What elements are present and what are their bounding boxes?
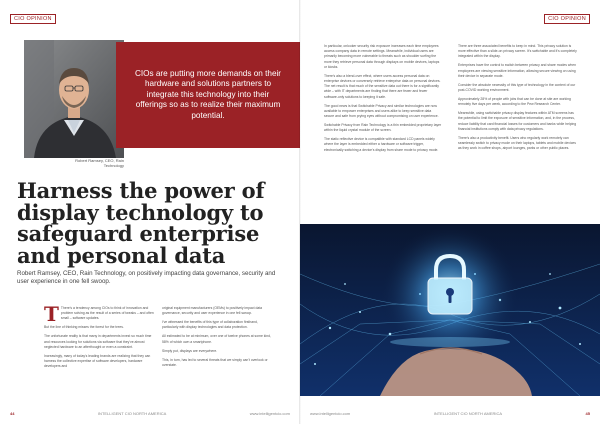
publication-name: INTELLIGENT CIO NORTH AMERICA (433, 411, 503, 416)
paragraph: There's also a blend-over effect, where users access personal data on enterprise devices or conversely retrieve enterprise data on personal devices. The net result is that much of the sensitive data out there is for a significantly wide – with IT departments are finding that there are fewer and fewer software-only solutions to keeping it safe. (324, 73, 441, 99)
paragraph: Increasingly, many of today's leading brands are realizing that they can harness the collective expertise of software developers, hardware developers and (44, 353, 151, 369)
pull-quote: CIOs are putting more demands on their hardware and solutions partners to integrate this technology into their offerings so as to realize their maximum potential. (116, 42, 300, 148)
photo-caption: Robert Ramsey, CEO, Rain Technology (75, 158, 124, 168)
author-photo (24, 40, 124, 158)
left-footer (10, 411, 290, 416)
paragraph: This, in turn, has led to several threats that we simply can't overlook or overstate. (162, 357, 268, 367)
paragraph: Enterprises have the control to switch between privacy and share modes when employees are viewing sensitive information, allowing secure viewing on using their device in separate mode. (458, 63, 576, 78)
section-tag: CIO OPINION (10, 14, 56, 24)
paragraph: In particular, onlooker security risk exposure increases each time employees access company data in remote settings. Meanwhile, individual users are primarily becoming more vulnerable to threats such as shoulder surfing the more they retrieve personal data through displays on mobile devices, laptops or kiosks. (324, 44, 440, 69)
drop-cap: T (44, 302, 59, 326)
page-spine (299, 0, 301, 424)
paragraph: There are three associated benefits to keep in mind. This privacy solution is more effective than a slide-on privacy screen. It's switchable and it's completely integrated within the display. (458, 44, 577, 59)
page-number: 44 (10, 411, 15, 416)
page-number: 45 (585, 411, 590, 416)
paragraph: Switchable Privacy from Rain Technology is a thin embedded proprietary layer within the liquid crystal module of the screen. (324, 123, 442, 133)
left-column-2 (162, 306, 272, 372)
article-headline: Harness the power of display technology to safeguard enterprise and personal data (17, 178, 265, 268)
paragraph: Consider the absolute necessity of this type of technology in the context of our post-COVID working environment. (458, 82, 576, 93)
paragraph: Meanwhile, using switchable privacy display features within ATM screens has the potential to limit the exposure of sensitive information, and, in the process, reduce liability that card financial losses for customers and banks while helping financial institutions comply with data privacy regulations. (458, 111, 577, 131)
paragraph: But the line of thinking misses the forest for the trees. (44, 325, 124, 330)
paragraph: original equipment manufacturers (OEMs) to positively impact data governance, security and user experience in one fell swoop. (162, 306, 263, 316)
paragraph: There's also a productivity benefit. Users who regularly work remotely can seamlessly switch to privacy mode on their laptops, tablets and mobile devices as they work in coffee shops, airport lounges, parks or other public places. (458, 135, 576, 151)
paragraph: The good news is that Switchable Privacy and similar technologies are now available to empower enterprises and users alike to keep sensitive data secure and safe from prying eyes without compromising on user experience. (324, 103, 439, 119)
paragraph: I've witnessed the benefits of this type of collaboration firsthand, particularly with display technologies and data protection. (162, 320, 258, 330)
right-column-2 (458, 44, 578, 155)
security-lock-illustration (300, 224, 600, 396)
article-standfirst: Robert Ramsey, CEO, Rain Technology, on positively impacting data governance, security and user experience in one fell swoop. (17, 270, 276, 285)
paragraph: Simply put, displays are everywhere. (162, 348, 218, 353)
publication-name: INTELLIGENT CIO NORTH AMERICA (97, 411, 167, 416)
right-column-1 (324, 44, 442, 157)
paragraph: All estimated to be at minimum, over one of twelve phones at some kind, 58% of which own a smartphone. (162, 334, 271, 344)
paragraph: The unfortunate reality is that many in departments invest so much time and resources looking for solutions via software that they've almost neglected hardware to an afterthought or even a constraint. (44, 334, 152, 349)
paragraph: T There's a tendency among CIOs to think of innovation and problem solving as the result of a series of tweaks – and often small – software updates. (44, 302, 154, 326)
website-url[interactable]: www.intelligentcio.com (310, 411, 351, 416)
left-column-1 (44, 302, 154, 373)
right-footer (310, 411, 590, 416)
website-url[interactable]: www.intelligentcio.com (249, 411, 290, 416)
paragraph: The static reflective device is compatible with standard LCD panels widely where the layer is embedded either a hardware or software trigger, electronically switching a device's display from share mode to privacy mode. (324, 137, 439, 152)
paragraph: Approximately 28% of people with jobs that can be done at site are working remotely five days per week, according to the Pew Research Center. (458, 97, 571, 107)
section-tag: CIO OPINION (544, 14, 590, 24)
